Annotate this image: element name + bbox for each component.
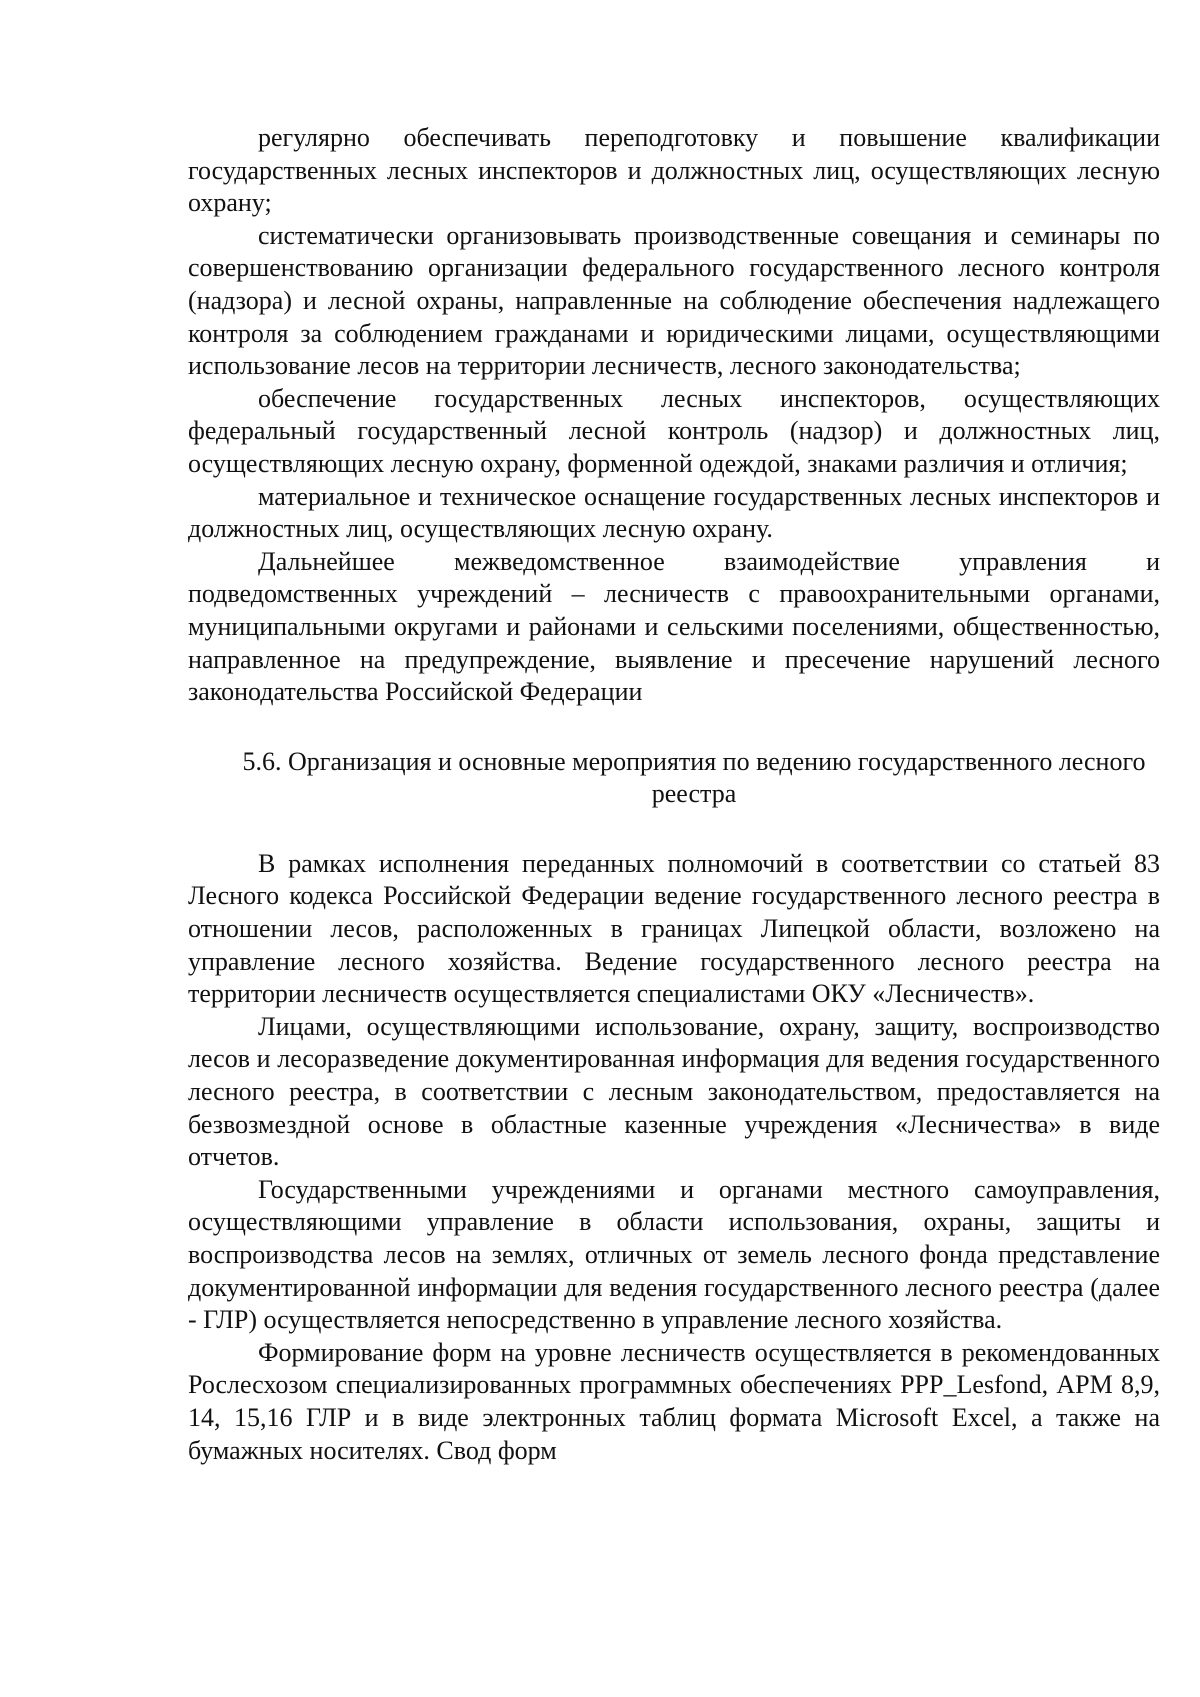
document-page — [188, 122, 1160, 1467]
paragraph-forms-software: Формирование форм на уровне лесничеств осуществляется в рекомендованных Рослесхозом специализированных программных обеспечениях PPP_Lesfond, АРМ 8,9, 14, 15,16 ГЛР и в виде электронных таблиц формата Microsoft Excel, а также на бумажных носителях. Свод форм — [188, 1337, 1160, 1465]
paragraph-registry-powers: В рамках исполнения переданных полномочий в соответствии со статьей 83 Лесного кодекса Российской Федерации ведение государственного лесного реестра в отношении лесов, расположенных в границах Липецкой области, возложено на управление лесного хозяйства. Ведение государственного лесного реестра на территории лесничеств осуществляется специалистами ОКУ «Лесничеств». — [188, 848, 1160, 1009]
paragraph-equipment: материальное и техническое оснащение государственных лесных инспекторов и должностных лиц, осуществляющих лесную охрану. — [188, 481, 1160, 544]
paragraph-state-institutions: Государственными учреждениями и органами местного самоуправления, осуществляющими управление в области использования, охраны, защиты и воспроизводства лесов на землях, отличных от земель лесного фонда представление документированной информации для ведения государственного лесного реестра (далее - ГЛР) осуществляется непосредственно в управление лесного хозяйства. — [188, 1174, 1160, 1335]
paragraph-cooperation: Дальнейшее межведомственное взаимодействие управления и подведомственных учреждений – лесничеств с правоохранительными органами, муниципальными округами и районами и сельскими поселениями, общественностью, направленное на предупреждение, выявление и пресечение нарушений лесного законодательства Российской Федерации — [188, 546, 1160, 707]
section-heading: 5.6. Организация и основные мероприятия по ведению государственного лесного реестра — [242, 746, 1146, 809]
paragraph-retraining: регулярно обеспечивать переподготовку и повышение квалификации государственных лесных инспекторов и должностных лиц, осуществляющих лесную охрану; — [188, 123, 1160, 218]
paragraph-seminars: систематически организовывать производственные совещания и семинары по совершенствованию организации федерального государственного лесного контроля (надзора) и лесной охраны, направленные на соблюдение обеспечения надлежащего контроля за соблюдением гражданами и юридическими лицами, осуществляющими использование лесов на территории лесничеств, лесного законодательства; — [188, 220, 1160, 381]
paragraph-uniforms: обеспечение государственных лесных инспекторов, осуществляющих федеральный государственный лесной контроль (надзор) и должностных лиц, осуществляющих лесную охрану, форменной одеждой, знаками различия и отличия; — [188, 383, 1160, 478]
paragraph-forest-users: Лицами, осуществляющими использование, охрану, защиту, воспроизводство лесов и лесоразведение документированная информация для ведения государственного лесного реестра, в соответствии с лесным законодательством, предоставляется на безвозмездной основе в областные казенные учреждения «Лесничества» в виде отчетов. — [188, 1011, 1160, 1172]
